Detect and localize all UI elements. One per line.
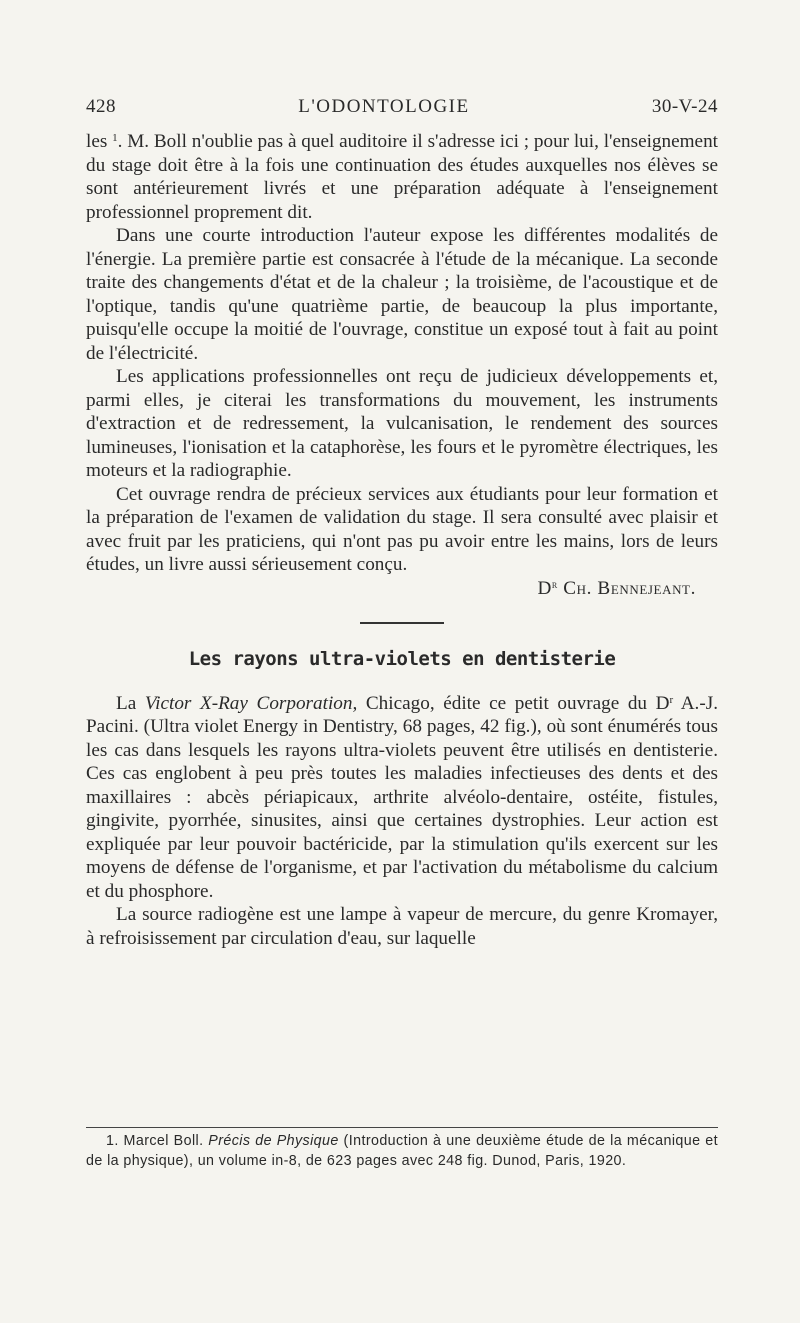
review-paragraph-3: Les applications professionnelles ont reçu de judicieux développements et, parmi elles, je citerai les transformations du mouvement, les instruments d'extraction et de redressement, la vulcanisation, le rendement des sources lumineuses, l'ionisation et la cataphorèse, les fours et le pyromètre électriques, les moteurs et la radiographie.	[86, 366, 718, 481]
running-header	[86, 96, 718, 118]
review-paragraph-4: Cet ouvrage rendra de précieux services aux étudiants pour leur formation et la préparation de l'examen de validation du stage. Il sera consulté avec plaisir et avec fruit par les praticiens, qui n'ont pas pu avoir entre les mains, lors de leurs études, un livre aussi sérieusement conçu.	[86, 483, 718, 575]
footnote-ref: 1	[112, 132, 118, 144]
section-paragraph-1: La Victor X-Ray Corporation, Chicago, édite ce petit ouvrage du $D^r$ A.-J. Pacini. (Ultra violet Energy in Dentistry, 68 pages, 42 fig.), où sont énumérés tous les cas dans lesquels les rayons ultra-violets peuvent être utilisés en dentisterie. Ces cas englobent à peu près toutes les maladies infectieuses des dents et des maxillaires : abcès périapicaux, arthrite alvéolo-dentaire, ostéite, fistules, gingivite, pyorrhée, sinusites, ainsi que certaines dystrophies. Leur action est expliquée par leur pouvoir bactéricide, par la stimulation qu'ils exercent sur les moyens de défense de l'organisme, et par l'activation du métabolisme du calcium et du phosphore.	[86, 692, 719, 902]
review-paragraph-1: les $^1$. M. Boll n'oublie pas à quel auditoire il s'adresse ici ; pour lui, l'enseignement du stage doit être à la fois une continuation des études auxquelles nos élèves se sont antérieurement livrés et une préparation adéquate à l'enseignement professionnel proprement dit.	[86, 131, 718, 223]
journal-title: L'ODONTOLOGIE	[298, 96, 470, 117]
review-paragraph-2: Dans une courte introduction l'auteur expose les différentes modalités de l'énergie. La première partie est consacrée à l'étude de la mécanique. La seconde traite des changements d'état et de la chaleur ; la troisième, de l'acoustique et de l'optique, tandis qu'une quatrième partie, de beaucoup la plus importante, puisqu'elle occupe la moitié de l'ouvrage, constitue un exposé tout à fait au point de l'électricité.	[86, 225, 718, 364]
review-signature: $D^r$ Ch. Bennejeant.	[537, 577, 696, 599]
section-body	[86, 692, 718, 951]
article-body	[86, 130, 718, 950]
company-name: Victor X-Ray Corporation,	[144, 692, 358, 714]
footnote-separator	[86, 1127, 718, 1128]
issue-date: 30-V-24	[651, 96, 718, 117]
footnote: 1. Marcel Boll. Précis de Physique (Introduction à une deuxième étude de la mécanique et de la physique), un volume in-8, de 623 pages avec 248 fig. Dunod, Paris, 1920.	[86, 1133, 718, 1169]
section-paragraph-2: La source radiogène est une lampe à vapeur de mercure, du genre Kromayer, à refroisissement par circulation d'eau, sur laquelle	[86, 904, 718, 949]
section-title: Les rayons ultra-violets en dentisterie	[188, 648, 616, 670]
section-divider	[360, 622, 444, 624]
book-title: Précis de Physique	[208, 1133, 339, 1149]
page-number: 428	[86, 96, 116, 117]
